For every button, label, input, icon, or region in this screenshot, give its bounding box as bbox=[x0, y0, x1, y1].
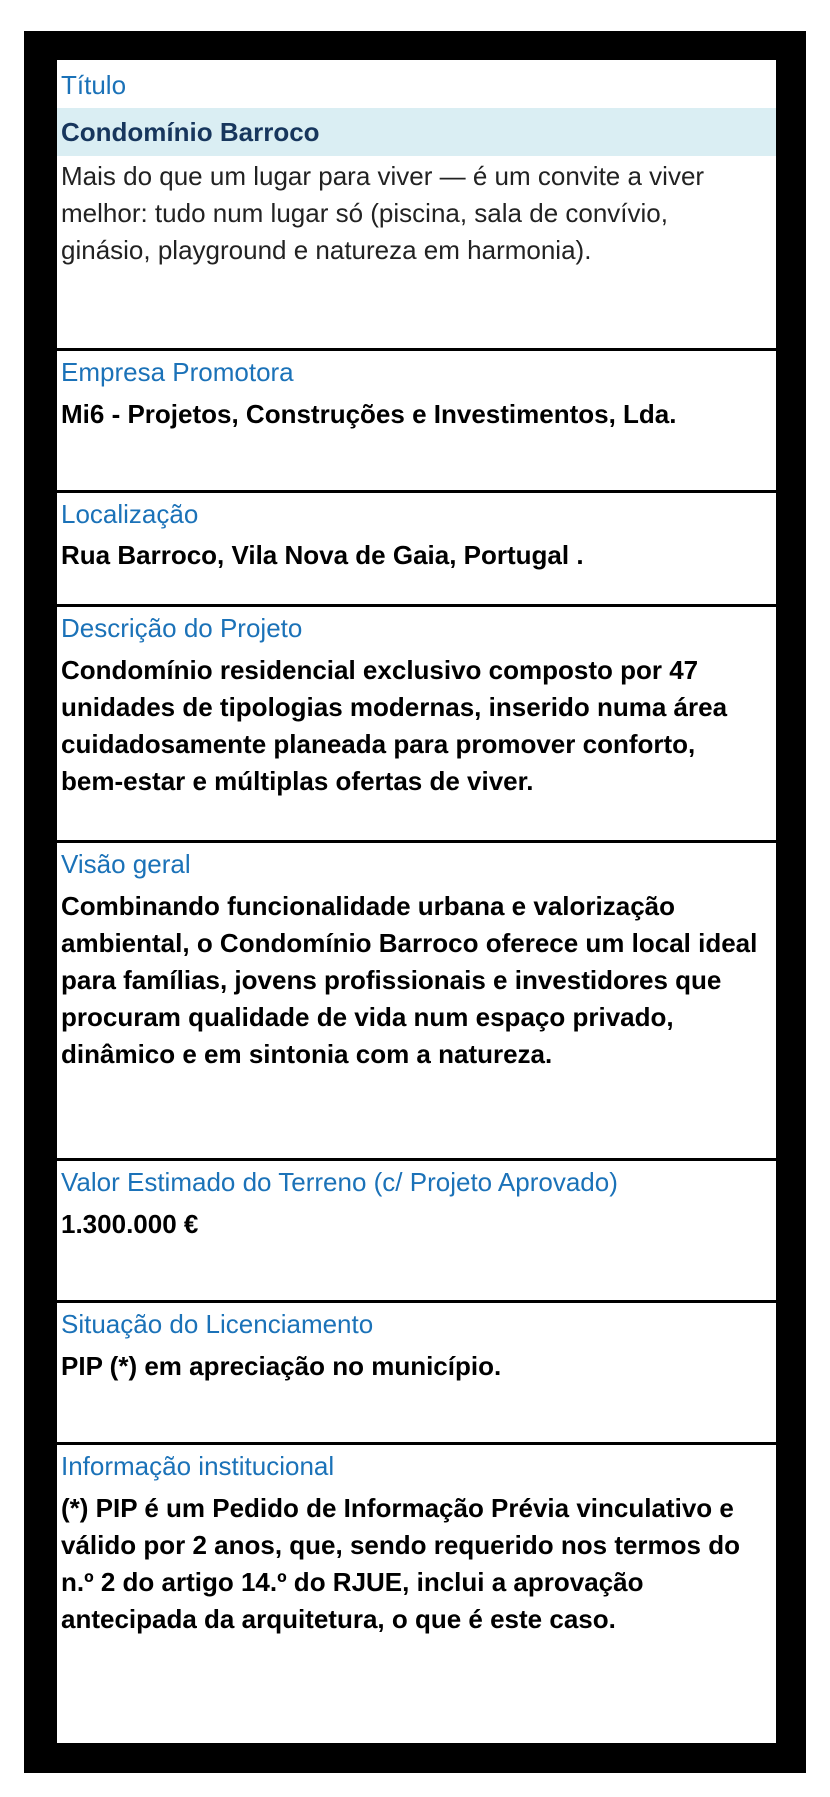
licensing-label: Situação do Licenciamento bbox=[61, 1309, 374, 1339]
developer-label: Empresa Promotora bbox=[61, 357, 294, 387]
property-name: Condomínio Barroco bbox=[61, 117, 320, 147]
description-value: Condomínio residencial exclusivo composto por 47 unidades de tipologias modernas, inserido numa área cuidadosamente planeada para promover conforto, bem-estar e múltiplas ofertas de viver. bbox=[61, 655, 728, 796]
divider bbox=[57, 1158, 776, 1161]
location-value: Rua Barroco, Vila Nova de Gaia, Portugal . bbox=[61, 540, 584, 570]
divider bbox=[57, 840, 776, 843]
land-value-amount: 1.300.000 € bbox=[61, 1209, 199, 1239]
description-label: Descrição do Projeto bbox=[61, 613, 303, 643]
institutional-label: Informação institucional bbox=[61, 1451, 335, 1481]
divider bbox=[57, 490, 776, 493]
divider bbox=[57, 1300, 776, 1303]
developer-value: Mi6 - Projetos, Construções e Investimentos, Lda. bbox=[61, 399, 677, 429]
property-tagline: Mais do que um lugar para viver — é um convite a viver melhor: tudo num lugar só (piscina, sala de convívio, ginásio, playground e natureza em harmonia). bbox=[61, 161, 705, 265]
divider bbox=[57, 604, 776, 607]
overview-value: Combinando funcionalidade urbana e valorização ambiental, o Condomínio Barroco oferece um local ideal para famílias, jovens profissionais e investidores que procuram qualidade de vida num espaço privado, dinâmico e em sintonia com a natureza. bbox=[61, 891, 758, 1069]
property-sheet bbox=[57, 60, 776, 1743]
institutional-value: (*) PIP é um Pedido de Informação Prévia vinculativo e válido por 2 anos, que, sendo requerido nos termos do n.º 2 do artigo 14.º do RJUE, inclui a aprovação antecipada da arquitetura, o que é este caso. bbox=[61, 1493, 740, 1634]
land-value-label: Valor Estimado do Terreno (c/ Projeto Aprovado) bbox=[61, 1167, 618, 1197]
location-label: Localização bbox=[61, 499, 199, 529]
divider bbox=[57, 348, 776, 351]
title-label: Título bbox=[61, 70, 127, 100]
overview-label: Visão geral bbox=[61, 849, 191, 879]
divider bbox=[57, 1442, 776, 1445]
licensing-value: PIP (*) em apreciação no município. bbox=[61, 1351, 502, 1381]
